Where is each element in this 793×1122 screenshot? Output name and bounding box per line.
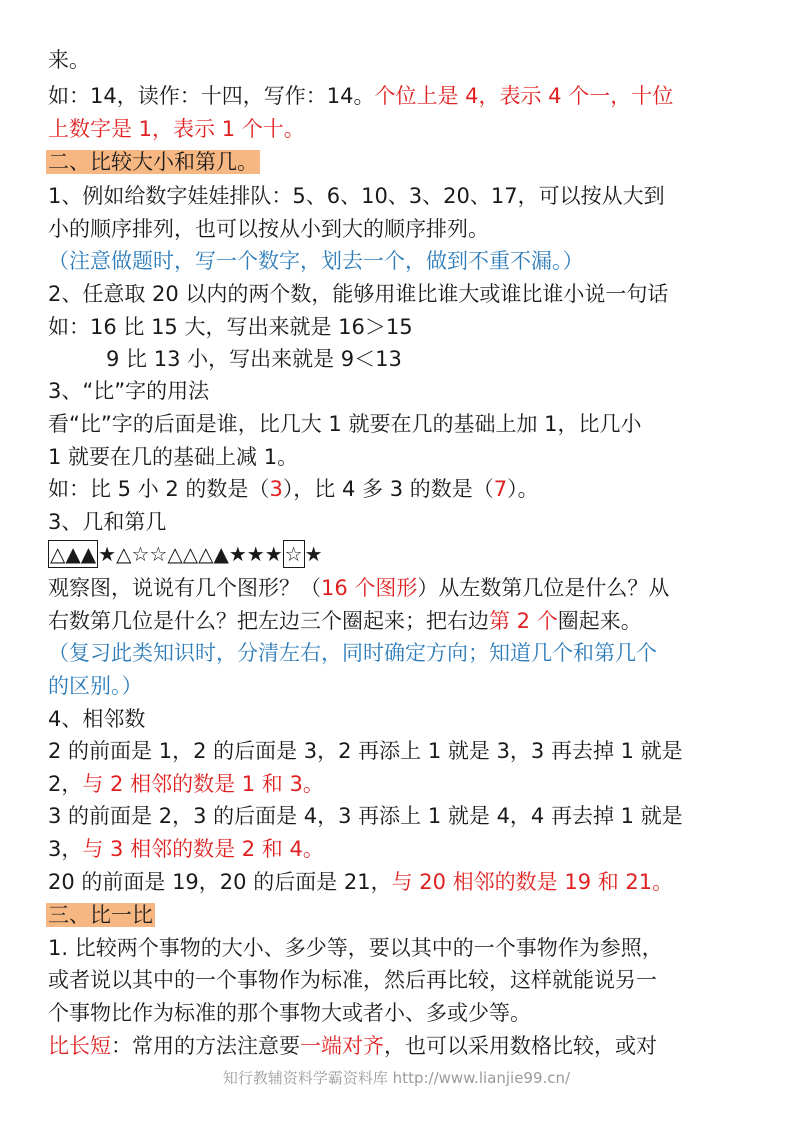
text-line	[48, 932, 663, 964]
text-line	[48, 800, 683, 832]
text: 来。	[48, 48, 90, 72]
red-term: 一端对齐	[300, 1034, 384, 1058]
text: ）。	[507, 477, 539, 501]
text-line	[48, 866, 673, 898]
text: 2，	[48, 772, 83, 796]
text-line	[48, 964, 657, 996]
blue-note: （注意做题时，写一个数字，划去一个，做到不重不漏。）	[48, 249, 584, 273]
text: 2 的前面是 1，2 的后面是 3，2 再添上 1 就是 3，3 再去掉 1 就是	[48, 739, 683, 763]
answer: 16 个图形	[321, 576, 418, 600]
text-line	[48, 506, 166, 538]
text-line	[48, 1030, 657, 1062]
text: 观察图，说说有几个图形？（	[48, 576, 321, 600]
text-line	[48, 408, 642, 440]
text: 小的顺序排列，也可以按从小到大的顺序排列。	[48, 217, 489, 241]
text: 圈起来。	[557, 609, 642, 633]
text-line	[48, 670, 143, 702]
answer: 第 2 个	[489, 609, 558, 633]
footer-watermark: 知行教辅资料学霸资料库 http://www.lianjie99.cn/	[222, 1069, 571, 1087]
text: 3，	[48, 837, 83, 861]
text-line	[106, 343, 402, 375]
section-heading-2: 二、比较大小和第几。	[48, 150, 258, 174]
text-line	[48, 375, 209, 407]
text-line	[48, 441, 298, 473]
text: 如：14，读作：十四，写作：14。	[48, 84, 375, 108]
text-line	[48, 44, 90, 76]
red-note: 个位上是 4，表示 4 个一，十位	[374, 84, 674, 108]
text-line	[48, 245, 584, 277]
text: 看“比”字的后面是谁，比几大 1 就要在几的基础上加 1，比几小	[48, 412, 642, 436]
shape-end: ★	[304, 542, 323, 566]
text-line	[48, 572, 669, 604]
text: 1、例如给数字娃娃排队：5、6、10、3、20、17，可以按从大到	[48, 184, 665, 208]
boxed-shape-right: ☆	[284, 542, 303, 566]
text: ），比 4 多 3 的数是（	[282, 477, 494, 501]
text-line	[48, 605, 642, 637]
boxed-shapes-left: △▲▲	[50, 542, 97, 566]
red-term: 比长短	[48, 1034, 111, 1058]
text: 9 比 13 小，写出来就是 9＜13	[106, 347, 402, 371]
text: 2、任意取 20 以内的两个数，能够用谁比谁大或谁比谁小说一句话	[48, 282, 669, 306]
section-heading	[48, 146, 260, 178]
red-note: 与 3 相邻的数是 2 和 4。	[82, 837, 324, 861]
text: 3、“比”字的用法	[48, 379, 210, 403]
text-line	[48, 637, 657, 669]
answer: 3	[269, 477, 283, 501]
text: 4、相邻数	[48, 707, 146, 731]
section-heading	[48, 899, 155, 931]
red-note: 上数字是 1，表示 1 个十。	[48, 117, 305, 141]
text-line	[48, 80, 673, 112]
blue-note: 的区别。）	[48, 674, 143, 698]
answer: 7	[493, 477, 508, 501]
text-line	[48, 735, 683, 767]
text: 1. 比较两个事物的大小、多少等，要以其中的一个事物作为参照，	[48, 936, 663, 960]
text: 3 的前面是 2，3 的后面是 4，3 再添上 1 就是 4，4 再去掉 1 就是	[48, 804, 683, 828]
text: ）从左数第几位是什么？从	[417, 576, 670, 600]
shapes-middle: ★△☆☆△△△▲★★★	[98, 542, 283, 566]
red-note: 与 20 相邻的数是 19 和 21。	[391, 870, 674, 894]
section-heading-3: 三、比一比	[48, 903, 153, 927]
text-line	[48, 278, 668, 310]
text: 1 就要在几的基础上减 1。	[48, 445, 299, 469]
text: ：常用的方法注意要	[111, 1034, 300, 1058]
red-note: 与 2 相邻的数是 1 和 3。	[82, 772, 324, 796]
text: 或者说以其中的一个事物作为标准，然后再比较，这样就能说另一	[48, 968, 657, 992]
text-line	[48, 113, 305, 145]
text-line	[48, 768, 324, 800]
blue-note: （复习此类知识时，分清左右，同时确定方向；知道几个和第几个	[48, 641, 657, 665]
text: ，也可以采用数格比较，或对	[384, 1034, 657, 1058]
text: 个事物比作为标准的那个事物大或者小、多或少等。	[48, 1001, 531, 1025]
shape-row	[48, 538, 323, 570]
text-line	[48, 473, 539, 505]
text: 右数第几位是什么？把左边三个圈起来；把右边	[48, 609, 489, 633]
text-line	[48, 703, 145, 735]
text-line	[48, 311, 413, 343]
text-line	[48, 833, 324, 865]
text: 如：比 5 小 2 的数是（	[48, 477, 270, 501]
text: 3、几和第几	[48, 510, 167, 534]
text: 如：16 比 15 大，写出来就是 16＞15	[48, 315, 413, 339]
text: 20 的前面是 19，20 的后面是 21，	[48, 870, 392, 894]
text-line	[48, 213, 489, 245]
text-line	[48, 180, 665, 212]
text-line	[48, 997, 531, 1029]
